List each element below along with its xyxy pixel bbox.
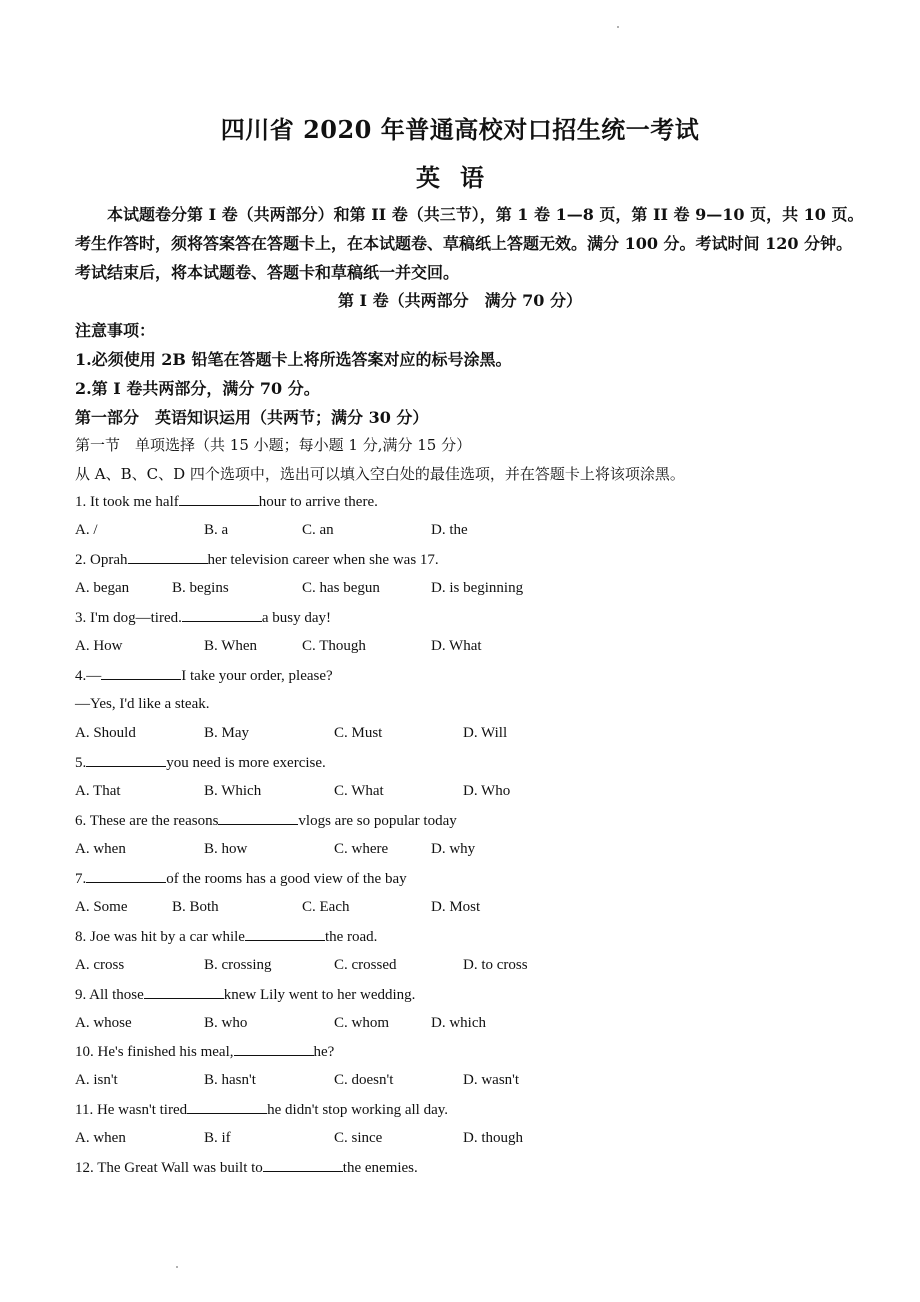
option-c: C. whom — [334, 1015, 390, 1031]
scan-speck — [617, 26, 619, 28]
exam-intro: 本试题卷分第 I 卷（共两部分）和第 II 卷（共三节），第 1 卷 1—8 页，第 II 卷 9—10 页，共 10 页。考生作答时，须将答案答在答题卡上，在本试题卷、草稿纸上答题无效。满分 100 分。考试时间 120 分钟。考试结束后，将本试题卷、答题卡和草稿纸一并交回。 — [75, 205, 864, 282]
option-b: B. Both — [172, 899, 219, 915]
answer-blank — [101, 667, 181, 680]
answer-blank — [182, 609, 262, 622]
option-b: B. crossing — [204, 957, 272, 973]
option-c: C. Though — [302, 638, 366, 654]
option-b: B. begins — [172, 580, 229, 596]
option-a: A. Some — [75, 899, 128, 915]
question-stem: 12. The Great Wall was built to the enemies. — [75, 1160, 418, 1176]
answer-blank — [245, 928, 325, 941]
question-stem: 8. Joe was hit by a car while the road. — [75, 929, 378, 945]
option-a: A. / — [75, 522, 98, 538]
option-c: C. Must — [334, 725, 383, 741]
question-stem: 7. of the rooms has a good view of the bay — [75, 871, 407, 887]
option-d: D. which — [431, 1015, 486, 1031]
option-b: B. how — [204, 841, 248, 857]
option-b: B. Which — [204, 783, 262, 799]
answer-blank — [263, 1159, 343, 1172]
question-stem: 1. It took me half hour to arrive there. — [75, 494, 378, 510]
option-d: D. to cross — [463, 957, 528, 973]
option-c: C. an — [302, 522, 334, 538]
option-b: B. who — [204, 1015, 248, 1031]
answer-blank — [128, 551, 208, 564]
option-a: A. cross — [75, 957, 125, 973]
answer-blank — [187, 1101, 267, 1114]
subject-title: 英语 — [416, 163, 504, 192]
answer-blank — [144, 986, 224, 999]
option-b: B. May — [204, 725, 249, 741]
option-a: A. That — [75, 783, 121, 799]
question-stem: 6. These are the reasons vlogs are so popular today — [75, 813, 457, 829]
option-a: A. when — [75, 841, 126, 857]
volume-header: 第 I 卷（共两部分 满分 70 分） — [337, 291, 583, 310]
option-a: A. began — [75, 580, 130, 596]
option-d: D. the — [431, 522, 468, 538]
option-d: D. Most — [431, 899, 481, 915]
scan-speck — [176, 1266, 178, 1268]
option-d: D. Who — [463, 783, 511, 799]
answer-blank — [86, 870, 166, 883]
option-c: C. where — [334, 841, 389, 857]
answer-blank — [218, 812, 298, 825]
question-stem: 3. I'm dog—tired. a busy day! — [75, 610, 332, 626]
notes-heading: 注意事项： — [75, 321, 156, 340]
exam-title: 四川省 2020 年普通高校对口招生统一考试 — [220, 115, 700, 144]
option-a: A. Should — [75, 725, 136, 741]
option-a: A. when — [75, 1130, 126, 1146]
question-stem: 10. He's finished his meal, he? — [75, 1044, 335, 1060]
option-d: D. is beginning — [431, 580, 524, 596]
option-c: C. doesn't — [334, 1072, 394, 1088]
option-d: D. though — [463, 1130, 523, 1146]
option-c: C. What — [334, 783, 384, 799]
option-c: C. has begun — [302, 580, 380, 596]
answer-blank — [234, 1043, 314, 1056]
answer-blank — [86, 754, 166, 767]
question-stem: 5. you need is more exercise. — [75, 755, 326, 771]
option-d: D. why — [431, 841, 476, 857]
note-item: 2.第 I 卷共两部分，满分 70 分。 — [75, 379, 320, 398]
option-d: D. What — [431, 638, 482, 654]
part-heading: 第一部分 英语知识运用（共两节；满分 30 分） — [75, 408, 429, 427]
option-d: D. Will — [463, 725, 508, 741]
note-item: 1.必须使用 2B 铅笔在答题卡上将所选答案对应的标号涂黑。 — [75, 350, 512, 369]
option-b: B. When — [204, 638, 258, 654]
section-heading: 第一节 单项选择（共 15 小题；每小题 1 分,满分 15 分） — [75, 436, 472, 454]
option-d: D. wasn't — [463, 1072, 520, 1088]
option-a: A. How — [75, 638, 123, 654]
option-c: C. Each — [302, 899, 350, 915]
option-c: C. since — [334, 1130, 383, 1146]
question-stem: 9. All those knew Lily went to her wedding. — [75, 987, 416, 1003]
question-response: —Yes, I'd like a steak. — [75, 696, 210, 712]
option-a: A. whose — [75, 1015, 132, 1031]
option-b: B. a — [204, 522, 229, 538]
answer-blank — [179, 493, 259, 506]
option-a: A. isn't — [75, 1072, 118, 1088]
question-stem: 11. He wasn't tired he didn't stop working all day. — [75, 1102, 448, 1118]
question-stem: 2. Oprah her television career when she was 17. — [75, 552, 439, 568]
option-c: C. crossed — [334, 957, 397, 973]
option-b: B. if — [204, 1130, 231, 1146]
question-stem: 4.— I take your order, please? — [75, 668, 333, 684]
section-instruction: 从 A、B、C、D 四个选项中，选出可以填入空白处的最佳选项，并在答题卡上将该项涂黑。 — [75, 465, 685, 483]
option-b: B. hasn't — [204, 1072, 256, 1088]
